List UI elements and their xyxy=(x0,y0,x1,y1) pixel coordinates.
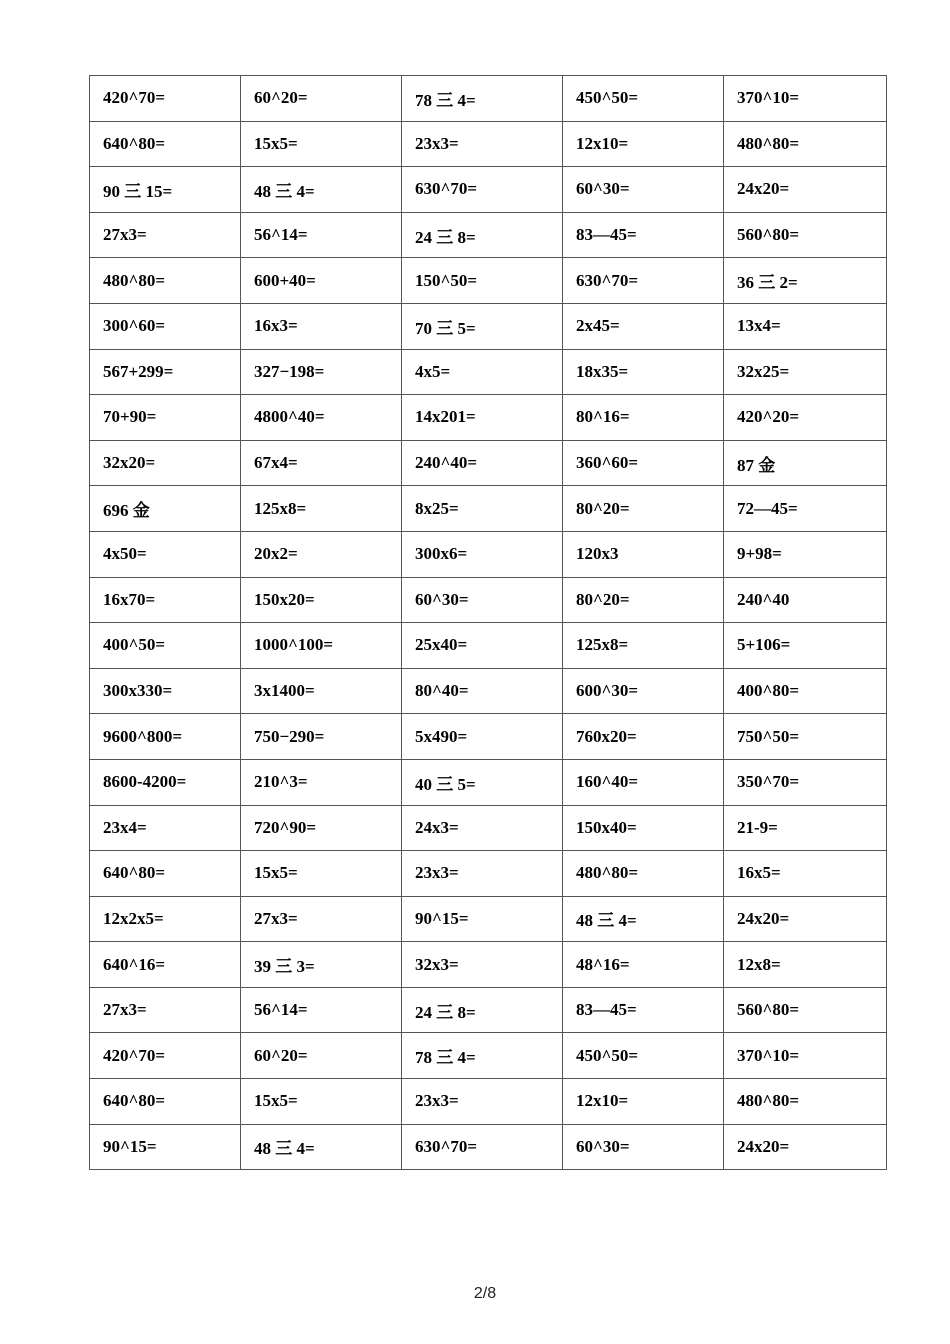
worksheet-row xyxy=(90,714,887,760)
problem-cell: 70 三 5= xyxy=(402,303,563,349)
problem-cell: 240^40= xyxy=(402,440,563,486)
problem-cell: 23x3= xyxy=(402,851,563,897)
problem-cell: 14x201= xyxy=(402,395,563,441)
problem-cell: 8600-4200= xyxy=(90,759,241,805)
problem-cell: 60^20= xyxy=(241,1033,402,1079)
problem-cell: 24x20= xyxy=(724,167,887,213)
problem-cell: 80^20= xyxy=(563,577,724,623)
problem-cell: 9+98= xyxy=(724,531,887,577)
problem-cell: 120x3 xyxy=(563,531,724,577)
worksheet-row xyxy=(90,303,887,349)
problem-cell: 13x4= xyxy=(724,303,887,349)
problem-cell: 12x2x5= xyxy=(90,896,241,942)
problem-cell: 750−290= xyxy=(241,714,402,760)
problem-cell: 24 三 8= xyxy=(402,987,563,1033)
problem-cell: 48 三 4= xyxy=(241,167,402,213)
worksheet-row xyxy=(90,987,887,1033)
problem-cell: 4800^40= xyxy=(241,395,402,441)
page-number: 2/8 xyxy=(473,1285,497,1302)
problem-cell: 640^80= xyxy=(90,1079,241,1125)
problem-cell: 48 三 4= xyxy=(241,1124,402,1170)
worksheet-body xyxy=(90,76,887,1170)
problem-cell: 23x3= xyxy=(402,1079,563,1125)
problem-cell: 300^60= xyxy=(90,303,241,349)
problem-cell: 640^16= xyxy=(90,942,241,988)
problem-cell: 12x8= xyxy=(724,942,887,988)
problem-cell: 32x25= xyxy=(724,349,887,395)
worksheet-row xyxy=(90,76,887,122)
worksheet-row xyxy=(90,1033,887,1079)
problem-cell: 16x5= xyxy=(724,851,887,897)
worksheet-row xyxy=(90,212,887,258)
problem-cell: 12x10= xyxy=(563,1079,724,1125)
problem-cell: 18x35= xyxy=(563,349,724,395)
problem-cell: 560^80= xyxy=(724,987,887,1033)
problem-cell: 40 三 5= xyxy=(402,759,563,805)
problem-cell: 83—45= xyxy=(563,987,724,1033)
problem-cell: 16x70= xyxy=(90,577,241,623)
worksheet-row xyxy=(90,851,887,897)
worksheet-row xyxy=(90,805,887,851)
problem-cell: 400^80= xyxy=(724,668,887,714)
worksheet-row xyxy=(90,942,887,988)
worksheet-row xyxy=(90,440,887,486)
worksheet-row xyxy=(90,531,887,577)
problem-cell: 5+106= xyxy=(724,623,887,669)
worksheet-row xyxy=(90,577,887,623)
problem-cell: 640^80= xyxy=(90,851,241,897)
problem-cell: 4x5= xyxy=(402,349,563,395)
problem-cell: 480^80= xyxy=(724,121,887,167)
problem-cell: 67x4= xyxy=(241,440,402,486)
problem-cell: 360^60= xyxy=(563,440,724,486)
problem-cell: 25x40= xyxy=(402,623,563,669)
worksheet-row xyxy=(90,349,887,395)
problem-cell: 27x3= xyxy=(90,212,241,258)
problem-cell: 400^50= xyxy=(90,623,241,669)
problem-cell: 420^70= xyxy=(90,76,241,122)
problem-cell: 48 三 4= xyxy=(563,896,724,942)
problem-cell: 20x2= xyxy=(241,531,402,577)
problem-cell: 480^80= xyxy=(563,851,724,897)
arithmetic-worksheet-table xyxy=(89,75,887,1170)
problem-cell: 16x3= xyxy=(241,303,402,349)
problem-cell: 32x20= xyxy=(90,440,241,486)
problem-cell: 60^20= xyxy=(241,76,402,122)
problem-cell: 32x3= xyxy=(402,942,563,988)
problem-cell: 420^20= xyxy=(724,395,887,441)
problem-cell: 8x25= xyxy=(402,486,563,532)
problem-cell: 60^30= xyxy=(563,167,724,213)
problem-cell: 80^20= xyxy=(563,486,724,532)
problem-cell: 36 三 2= xyxy=(724,258,887,304)
problem-cell: 630^70= xyxy=(402,167,563,213)
problem-cell: 750^50= xyxy=(724,714,887,760)
problem-cell: 630^70= xyxy=(563,258,724,304)
problem-cell: 150x20= xyxy=(241,577,402,623)
problem-cell: 420^70= xyxy=(90,1033,241,1079)
problem-cell: 450^50= xyxy=(563,1033,724,1079)
problem-cell: 72—45= xyxy=(724,486,887,532)
problem-cell: 48^16= xyxy=(563,942,724,988)
worksheet-row xyxy=(90,759,887,805)
problem-cell: 720^90= xyxy=(241,805,402,851)
problem-cell: 480^80= xyxy=(724,1079,887,1125)
problem-cell: 300x330= xyxy=(90,668,241,714)
problem-cell: 480^80= xyxy=(90,258,241,304)
problem-cell: 70+90= xyxy=(90,395,241,441)
problem-cell: 1000^100= xyxy=(241,623,402,669)
problem-cell: 60^30= xyxy=(402,577,563,623)
problem-cell: 56^14= xyxy=(241,212,402,258)
problem-cell: 125x8= xyxy=(563,623,724,669)
problem-cell: 560^80= xyxy=(724,212,887,258)
problem-cell: 240^40 xyxy=(724,577,887,623)
problem-cell: 4x50= xyxy=(90,531,241,577)
problem-cell: 27x3= xyxy=(241,896,402,942)
problem-cell: 90^15= xyxy=(90,1124,241,1170)
worksheet-row xyxy=(90,1124,887,1170)
problem-cell: 2x45= xyxy=(563,303,724,349)
problem-cell: 80^16= xyxy=(563,395,724,441)
problem-cell: 24x20= xyxy=(724,1124,887,1170)
problem-cell: 27x3= xyxy=(90,987,241,1033)
problem-cell: 327−198= xyxy=(241,349,402,395)
problem-cell: 567+299= xyxy=(90,349,241,395)
problem-cell: 370^10= xyxy=(724,76,887,122)
problem-cell: 83—45= xyxy=(563,212,724,258)
problem-cell: 24x20= xyxy=(724,896,887,942)
problem-cell: 78 三 4= xyxy=(402,1033,563,1079)
problem-cell: 9600^800= xyxy=(90,714,241,760)
worksheet-row xyxy=(90,486,887,532)
worksheet-row xyxy=(90,258,887,304)
problem-cell: 350^70= xyxy=(724,759,887,805)
problem-cell: 600^30= xyxy=(563,668,724,714)
problem-cell: 150x40= xyxy=(563,805,724,851)
worksheet-row xyxy=(90,896,887,942)
problem-cell: 760x20= xyxy=(563,714,724,760)
worksheet-row xyxy=(90,623,887,669)
problem-cell: 23x4= xyxy=(90,805,241,851)
problem-cell: 370^10= xyxy=(724,1033,887,1079)
problem-cell: 78 三 4= xyxy=(402,76,563,122)
worksheet-row xyxy=(90,167,887,213)
problem-cell: 15x5= xyxy=(241,851,402,897)
problem-cell: 125x8= xyxy=(241,486,402,532)
worksheet-row xyxy=(90,1079,887,1125)
problem-cell: 87 金 xyxy=(724,440,887,486)
problem-cell: 39 三 3= xyxy=(241,942,402,988)
problem-cell: 24 三 8= xyxy=(402,212,563,258)
problem-cell: 23x3= xyxy=(402,121,563,167)
problem-cell: 90 三 15= xyxy=(90,167,241,213)
problem-cell: 15x5= xyxy=(241,121,402,167)
problem-cell: 12x10= xyxy=(563,121,724,167)
problem-cell: 450^50= xyxy=(563,76,724,122)
problem-cell: 80^40= xyxy=(402,668,563,714)
worksheet-row xyxy=(90,121,887,167)
problem-cell: 5x490= xyxy=(402,714,563,760)
problem-cell: 56^14= xyxy=(241,987,402,1033)
problem-cell: 160^40= xyxy=(563,759,724,805)
problem-cell: 21-9= xyxy=(724,805,887,851)
problem-cell: 150^50= xyxy=(402,258,563,304)
problem-cell: 630^70= xyxy=(402,1124,563,1170)
problem-cell: 60^30= xyxy=(563,1124,724,1170)
problem-cell: 600+40= xyxy=(241,258,402,304)
problem-cell: 90^15= xyxy=(402,896,563,942)
problem-cell: 3x1400= xyxy=(241,668,402,714)
worksheet-row xyxy=(90,668,887,714)
problem-cell: 696 金 xyxy=(90,486,241,532)
worksheet-row xyxy=(90,395,887,441)
problem-cell: 300x6= xyxy=(402,531,563,577)
problem-cell: 15x5= xyxy=(241,1079,402,1125)
problem-cell: 210^3= xyxy=(241,759,402,805)
problem-cell: 640^80= xyxy=(90,121,241,167)
problem-cell: 24x3= xyxy=(402,805,563,851)
